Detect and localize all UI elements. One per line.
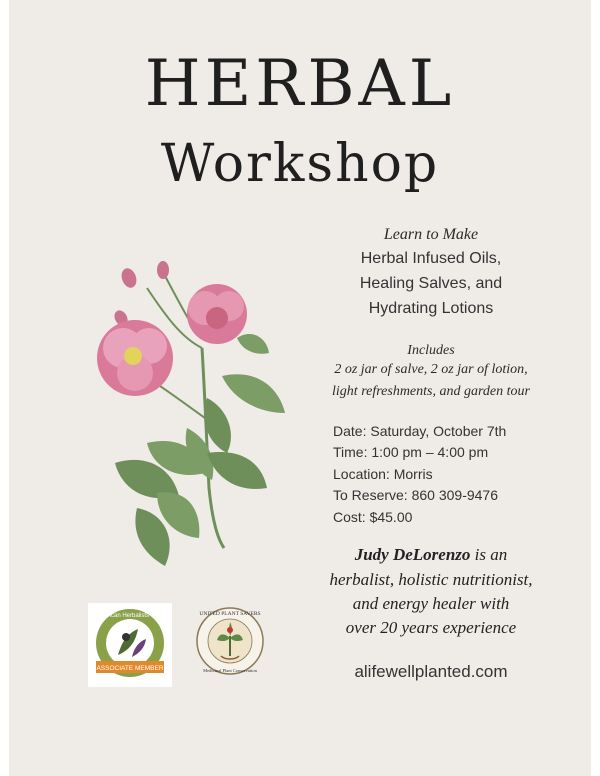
detail-date: Date: Saturday, October 7th — [333, 423, 507, 439]
ups-top-text: UNITED PLANT SAVERS — [199, 611, 261, 617]
united-plant-savers-icon — [195, 606, 265, 676]
detail-cost: Cost: $45.00 — [333, 509, 413, 525]
learn-item: Hydrating Lotions — [368, 300, 494, 317]
includes-line: light refreshments, and garden tour — [332, 384, 530, 399]
flyer-page — [9, 0, 591, 776]
bio-name: Judy DeLorenzo — [354, 545, 471, 564]
ups-bottom-text: Medicinal Plant Conservation — [203, 668, 257, 673]
detail-time: Time: 1:00 pm – 4:00 pm — [333, 444, 489, 460]
bio-line: and energy healer with — [352, 594, 510, 613]
bio-line: over 20 years experience — [345, 618, 517, 637]
detail-location: Location: Morris — [333, 466, 433, 482]
guild-arc-text: American Herbalists Guild — [95, 613, 165, 619]
learn-heading: Learn to Make — [383, 226, 479, 243]
united-plant-savers-logo — [195, 606, 265, 676]
rose-illustration — [87, 248, 292, 578]
title-herbal: HERBAL — [144, 47, 456, 121]
detail-reserve: To Reserve: 860 309-9476 — [333, 487, 498, 503]
includes-line: 2 oz jar of salve, 2 oz jar of lotion, — [334, 362, 528, 377]
includes-heading: Includes — [407, 343, 455, 358]
bio-line: herbalist, holistic nutritionist, — [329, 570, 533, 589]
guild-ribbon-text: ASSOCIATE MEMBER — [96, 665, 164, 672]
bio-line — [309, 545, 553, 565]
learn-item: Healing Salves, and — [359, 275, 503, 292]
herbalists-guild-icon — [88, 603, 172, 687]
learn-item: Herbal Infused Oils, — [360, 250, 502, 267]
herbalists-guild-logo — [88, 603, 172, 687]
website-link[interactable]: alifewellplanted.com — [354, 662, 508, 681]
bio-line-rest: is an — [470, 545, 508, 564]
title-workshop: Workshop — [160, 134, 440, 194]
